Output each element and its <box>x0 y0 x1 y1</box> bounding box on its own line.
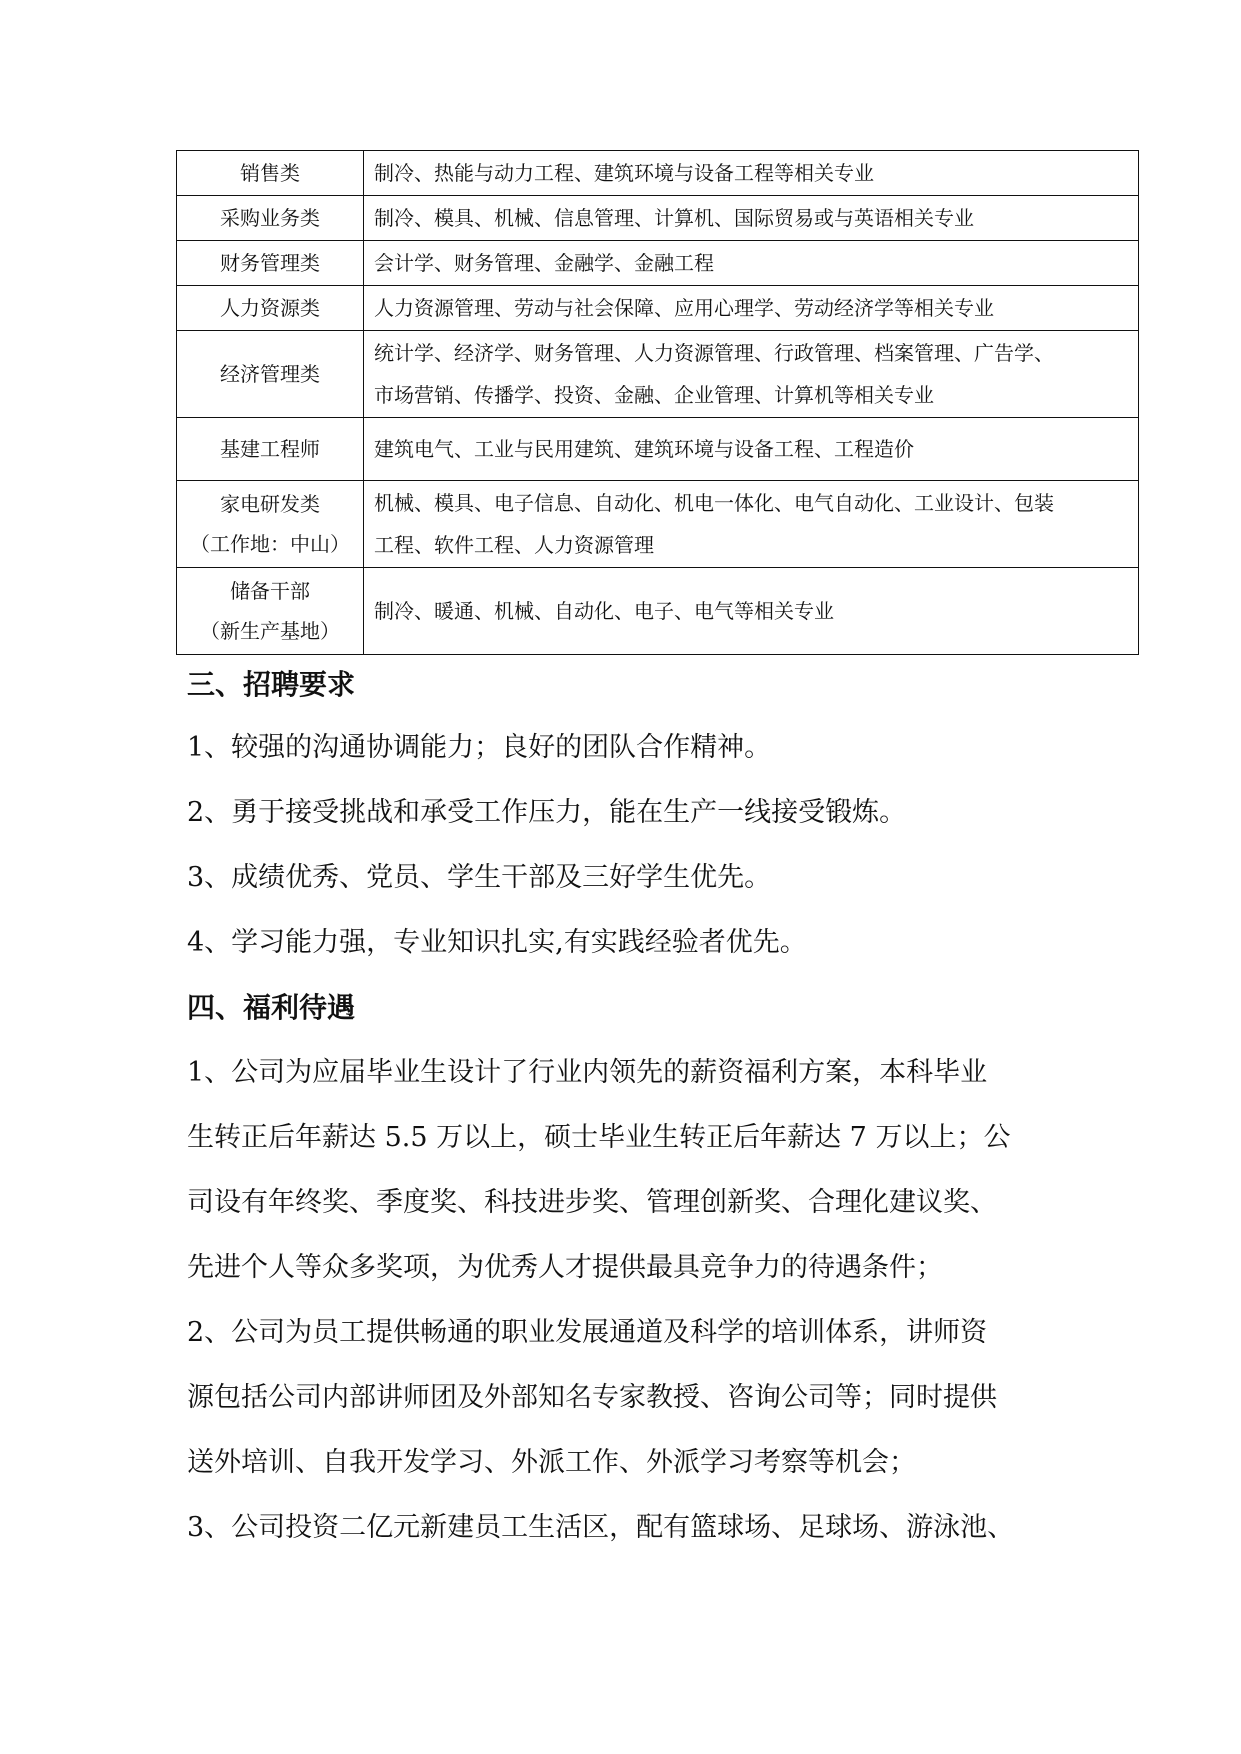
category-cell <box>177 418 364 481</box>
category-text: 财务管理类 <box>220 251 320 275</box>
table-row <box>177 418 1139 481</box>
category-cell <box>177 481 364 568</box>
majors-cell <box>364 331 1139 418</box>
majors-text: 会计学、财务管理、金融学、金融工程 <box>374 251 714 275</box>
benefit-line: 生转正后年薪达 5.5 万以上，硕士毕业生转正后年薪达 7 万以上；公 <box>187 1122 1011 1153</box>
requirement-item: 1、较强的沟通协调能力；良好的团队合作精神。 <box>187 732 772 763</box>
table-row <box>177 331 1139 418</box>
category-text: 基建工程师 <box>220 437 320 461</box>
requirement-item: 2、勇于接受挑战和承受工作压力，能在生产一线接受锻炼。 <box>187 797 907 828</box>
majors-cell <box>364 481 1139 568</box>
category-text: 经济管理类 <box>220 362 320 386</box>
majors-text: 机械、模具、电子信息、自动化、机电一体化、电气自动化、工业设计、包装 <box>374 491 1054 515</box>
majors-text: 统计学、经济学、财务管理、人力资源管理、行政管理、档案管理、广告学、 <box>374 341 1054 365</box>
section-heading-benefits: 四、福利待遇 <box>187 991 356 1024</box>
table-row <box>177 196 1139 241</box>
category-cell <box>177 568 364 655</box>
category-cell <box>177 331 364 418</box>
majors-cell <box>364 241 1139 286</box>
category-text: 家电研发类 <box>220 492 320 516</box>
majors-text: 建筑电气、工业与民用建筑、建筑环境与设备工程、工程造价 <box>374 437 914 461</box>
benefit-line: 司设有年终奖、季度奖、科技进步奖、管理创新奖、合理化建议奖、 <box>187 1187 997 1218</box>
table-row <box>177 481 1139 568</box>
benefit-line: 送外培训、自我开发学习、外派工作、外派学习考察等机会； <box>187 1447 916 1478</box>
table-row <box>177 151 1139 196</box>
benefit-line: 1、公司为应届毕业生设计了行业内领先的薪资福利方案，本科毕业 <box>187 1057 988 1088</box>
category-text: 采购业务类 <box>220 206 320 230</box>
section-heading-requirements: 三、招聘要求 <box>187 668 356 701</box>
category-cell <box>177 151 364 196</box>
majors-cell <box>364 196 1139 241</box>
position-majors-table <box>176 150 1139 655</box>
majors-text: 制冷、模具、机械、信息管理、计算机、国际贸易或与英语相关专业 <box>374 206 974 230</box>
category-text: 销售类 <box>240 161 300 185</box>
majors-text: 工程、软件工程、人力资源管理 <box>374 533 654 557</box>
majors-cell <box>364 286 1139 331</box>
category-text: 人力资源类 <box>220 296 320 320</box>
category-text: 储备干部 <box>230 579 310 603</box>
majors-cell <box>364 151 1139 196</box>
benefit-line: 先进个人等众多奖项，为优秀人才提供最具竞争力的待遇条件； <box>187 1252 943 1283</box>
majors-cell <box>364 568 1139 655</box>
table-row <box>177 286 1139 331</box>
majors-text: 人力资源管理、劳动与社会保障、应用心理学、劳动经济学等相关专业 <box>374 296 994 320</box>
requirement-item: 3、成绩优秀、党员、学生干部及三好学生优先。 <box>187 862 772 893</box>
category-cell <box>177 196 364 241</box>
majors-text: 制冷、热能与动力工程、建筑环境与设备工程等相关专业 <box>374 161 874 185</box>
category-cell <box>177 241 364 286</box>
category-cell <box>177 286 364 331</box>
majors-text: 制冷、暖通、机械、自动化、电子、电气等相关专业 <box>374 599 834 623</box>
table-row <box>177 568 1139 655</box>
category-note: （新生产基地） <box>200 619 340 643</box>
benefit-line: 源包括公司内部讲师团及外部知名专家教授、咨询公司等；同时提供 <box>187 1382 997 1413</box>
table-row <box>177 241 1139 286</box>
category-note: （工作地：中山） <box>190 532 350 556</box>
benefit-line: 3、公司投资二亿元新建员工生活区，配有篮球场、足球场、游泳池、 <box>187 1512 1015 1543</box>
majors-text: 市场营销、传播学、投资、金融、企业管理、计算机等相关专业 <box>374 383 934 407</box>
requirement-item: 4、学习能力强，专业知识扎实,有实践经验者优先。 <box>187 927 807 958</box>
benefit-line: 2、公司为员工提供畅通的职业发展通道及科学的培训体系，讲师资 <box>187 1317 988 1348</box>
majors-cell <box>364 418 1139 481</box>
